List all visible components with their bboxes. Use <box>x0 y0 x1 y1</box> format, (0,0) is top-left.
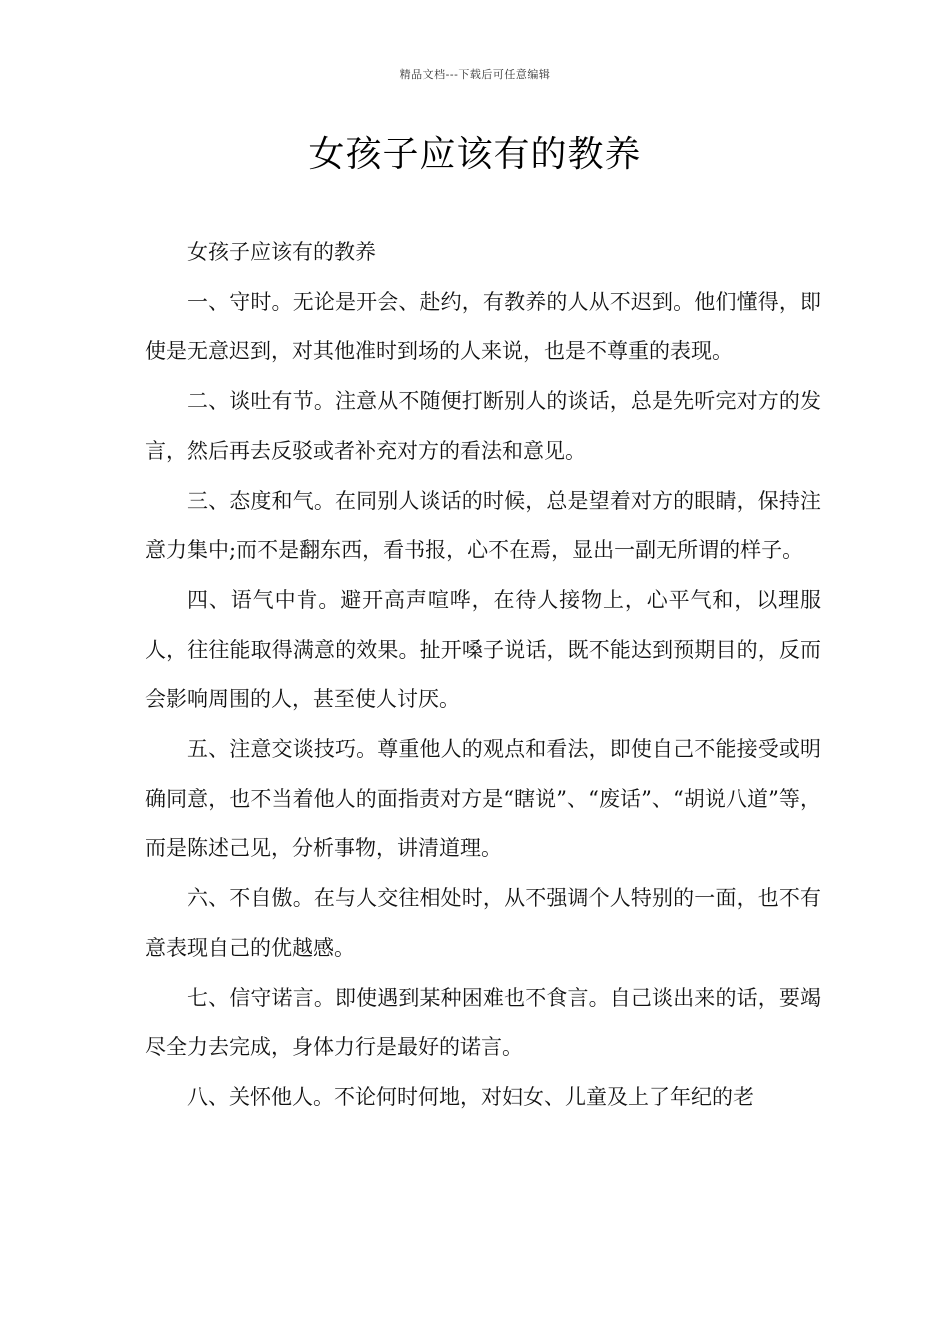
header-note: 精品文档---下载后可任意编辑 <box>399 68 551 81</box>
document-body <box>145 228 821 1123</box>
document-title: 女孩子应该有的教养 <box>308 134 642 175</box>
paragraph-5: 五、注意交谈技巧。尊重他人的观点和看法，即使自己不能接受或明确同意，也不当着他人的面指责对方是“瞎说”、“废话”、“胡说八道”等，而是陈述己见，分析事物，讲清道理。 <box>145 737 821 861</box>
paragraph-subtitle: 女孩子应该有的教养 <box>187 240 376 264</box>
paragraph-3: 三、态度和气。在同别人谈话的时候，总是望着对方的眼睛，保持注意力集中;而不是翻东西，看书报，心不在焉，显出一副无所谓的样子。 <box>145 488 821 563</box>
paragraph-2: 二、谈吐有节。注意从不随便打断别人的谈话，总是先听完对方的发言，然后再去反驳或者补充对方的看法和意见。 <box>145 389 821 463</box>
paragraph-1: 一、守时。无论是开会、赴约，有教养的人从不迟到。他们懂得，即使是无意迟到，对其他准时到场的人来说，也是不尊重的表现。 <box>145 289 821 364</box>
paragraph-6: 六、不自傲。在与人交往相处时，从不强调个人特别的一面，也不有意表现自己的优越感。 <box>145 886 821 960</box>
paragraph-8: 八、关怀他人。不论何时何地，对妇女、儿童及上了年纪的老 <box>187 1084 754 1109</box>
paragraph-4: 四、语气中肯。避开高声喧哗，在待人接物上，心平气和，以理服人，往往能取得满意的效果。扯开嗓子说话，既不能达到预期目的，反而会影响周围的人，甚至使人讨厌。 <box>145 587 821 712</box>
paragraph-7: 七、信守诺言。即使遇到某种困难也不食言。自己谈出来的话，要竭尽全力去完成，身体力行是最好的诺言。 <box>145 985 821 1060</box>
